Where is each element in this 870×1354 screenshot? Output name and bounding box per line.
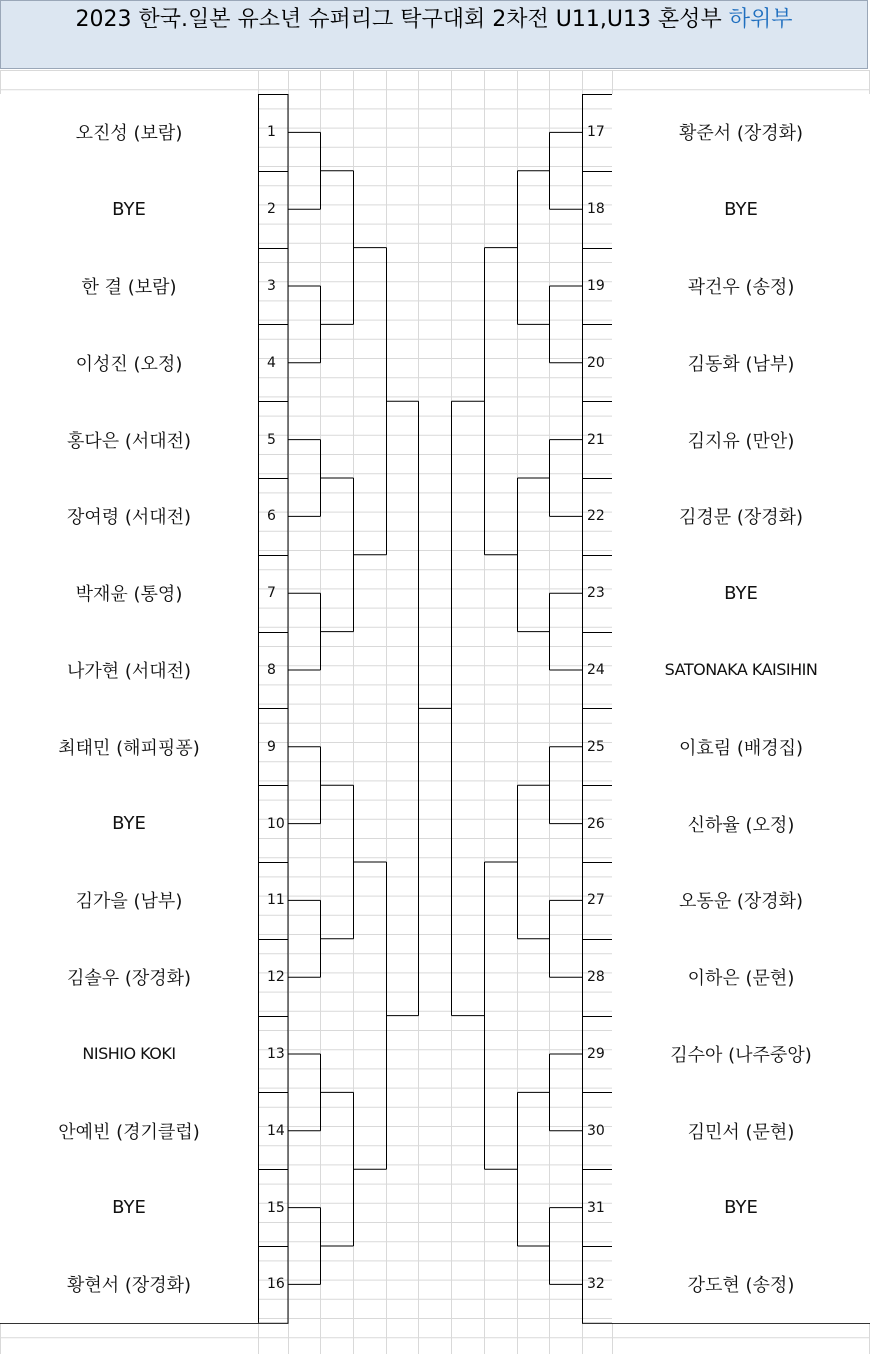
seed-number: 21	[587, 431, 605, 448]
player-name: BYE	[612, 171, 870, 248]
seed-number: 8	[267, 661, 276, 678]
player-name: 장여령 (서대전)	[0, 478, 258, 555]
seed-number: 14	[267, 1122, 285, 1139]
player-name: 김지유 (만안)	[612, 401, 870, 478]
player-name: 김수아 (나주중앙)	[612, 1016, 870, 1093]
player-name: BYE	[0, 171, 258, 248]
seed-number: 28	[587, 969, 605, 986]
page-title	[0, 0, 868, 69]
player-name: 오진성 (보람)	[0, 94, 258, 171]
player-name: 황준서 (장경화)	[612, 94, 870, 171]
seed-number: 25	[587, 738, 605, 755]
player-name: BYE	[0, 785, 258, 862]
seed-number: 4	[267, 354, 276, 371]
seed-number: 15	[267, 1199, 285, 1216]
seed-number: 1	[267, 124, 276, 141]
seed-number: 18	[587, 201, 605, 218]
title-main: 2023 한국.일본 유소년 슈퍼리그 탁구대회 2차전 U11,U13 혼성부	[75, 7, 729, 32]
seed-number: 22	[587, 508, 605, 525]
player-name: 이성진 (오정)	[0, 324, 258, 401]
player-name: 신하율 (오정)	[612, 785, 870, 862]
player-name: 이하은 (문현)	[612, 939, 870, 1016]
seed-number: 31	[587, 1199, 605, 1216]
player-name: BYE	[0, 1169, 258, 1246]
seed-number: 26	[587, 815, 605, 832]
player-name: 김가을 (남부)	[0, 862, 258, 939]
seed-number: 2	[267, 201, 276, 218]
title-highlight: 하위부	[728, 7, 793, 32]
player-name: 이효림 (배경집)	[612, 708, 870, 785]
seed-number: 20	[587, 354, 605, 371]
seed-number: 9	[267, 738, 276, 755]
player-name: 오동운 (장경화)	[612, 862, 870, 939]
seed-number: 16	[267, 1276, 285, 1293]
seed-number: 17	[587, 124, 605, 141]
player-name: 최태민 (해피핑퐁)	[0, 708, 258, 785]
player-name: BYE	[612, 1169, 870, 1246]
seed-number: 3	[267, 277, 276, 294]
player-name: 곽건우 (송정)	[612, 248, 870, 325]
player-name: 홍다은 (서대전)	[0, 401, 258, 478]
seed-number: 24	[587, 661, 605, 678]
player-name: 박재윤 (통영)	[0, 555, 258, 632]
seed-number: 13	[267, 1045, 285, 1062]
seed-number: 10	[267, 815, 285, 832]
player-name: 황현서 (장경화)	[0, 1246, 258, 1323]
seed-number: 5	[267, 431, 276, 448]
seed-number: 7	[267, 585, 276, 602]
seed-number: 32	[587, 1276, 605, 1293]
player-name: 안예빈 (경기클럽)	[0, 1092, 258, 1169]
player-name: 김동화 (남부)	[612, 324, 870, 401]
seed-number: 6	[267, 508, 276, 525]
seed-number: 19	[587, 277, 605, 294]
player-name: 한 결 (보람)	[0, 248, 258, 325]
seed-number: 27	[587, 892, 605, 909]
seed-number: 11	[267, 892, 285, 909]
player-name: 김솔우 (장경화)	[0, 939, 258, 1016]
seed-number: 29	[587, 1045, 605, 1062]
player-name: 나가현 (서대전)	[0, 632, 258, 709]
player-name: 김민서 (문현)	[612, 1092, 870, 1169]
player-name: NISHIO KOKI	[0, 1016, 258, 1093]
player-name: SATONAKA KAISIHIN	[612, 632, 870, 709]
player-name: BYE	[612, 555, 870, 632]
player-name: 김경문 (장경화)	[612, 478, 870, 555]
seed-number: 12	[267, 969, 285, 986]
seed-number: 23	[587, 585, 605, 602]
player-name: 강도현 (송정)	[612, 1246, 870, 1323]
seed-number: 30	[587, 1122, 605, 1139]
